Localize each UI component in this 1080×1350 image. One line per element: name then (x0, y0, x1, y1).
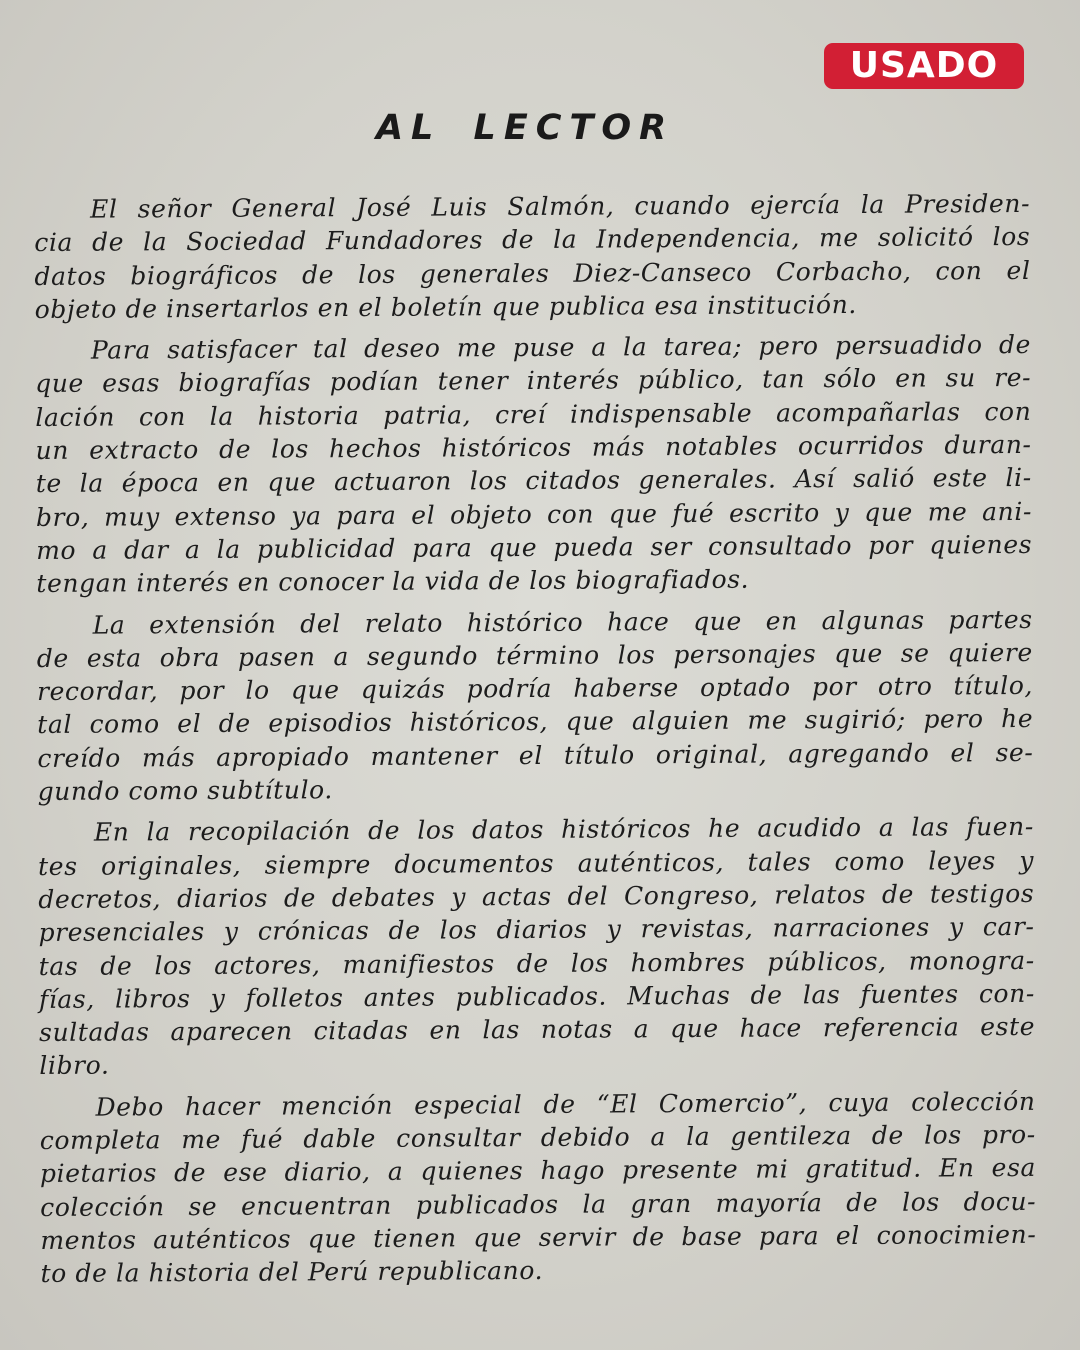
text-line: tengan interés en conocer la vida de los biografiados. (36, 564, 750, 599)
paragraph (39, 1085, 1036, 1291)
paragraph (37, 602, 1034, 808)
text-line: mo a dar a la publicidad para que pueda ser consultado por quienes (36, 529, 1033, 565)
text-line: que esas biografías podían tener interés público, tan sólo en su re- (35, 363, 1032, 399)
text-line: tas de los actores, manifiestos de los hombres públicos, monogra- (38, 945, 1035, 981)
text-line: te la época en que actuaron los citados generales. Así salió este li- (35, 463, 1032, 499)
text-line: colección se encuentran publicados la gran mayoría de los docu- (40, 1186, 1037, 1222)
text-line: to de la historia del Perú republicano. (40, 1256, 544, 1289)
text-line: recordar, por lo que quizás podría haberse optado por otro título, (36, 671, 1034, 707)
text-line: gundo como subtítulo. (37, 775, 333, 807)
page-title: AL LECTOR (375, 108, 675, 148)
text-line: mentos auténticos que tienen que servir de base para el conocimien- (40, 1219, 1037, 1255)
text-line: presenciales y crónicas de los diarios y revistas, narraciones y car- (38, 912, 1035, 948)
text-line: bro, muy extenso ya para el objeto con que fué escrito y que me ani- (35, 496, 1033, 532)
text-line: pietarios de ese diario, a quienes hago presente mi gratitud. En esa (39, 1153, 1037, 1189)
text-line: decretos, diarios de debates y actas del Congreso, relatos de testigos (38, 878, 1035, 914)
text-line: En la recopilación de los datos históricos he acudido a las fuen- (93, 812, 1034, 847)
text-line: sultadas aparecen citadas en las notas a que hace referencia este (39, 1012, 1036, 1048)
body-text (34, 187, 1037, 1291)
paragraph (38, 810, 1036, 1082)
text-line: de esta obra pasen a segundo término los personajes que se quiere (36, 637, 1033, 673)
text-line: creído más apropiado mantener el título original, agregando el se- (37, 737, 1034, 773)
text-line: Para satisfacer tal deseo me puse a la tarea; pero persuadido de (90, 330, 1032, 365)
paragraph (34, 187, 1031, 326)
text-line: objeto de insertarlos en el boletín que publica esa institución. (34, 289, 857, 324)
text-line: fías, libros y folletos antes publicados. Muchas de las fuentes con- (38, 978, 1035, 1014)
text-line: lación con la historia patria, creí indispensable acompañarlas con (35, 396, 1032, 432)
text-line: libro. (39, 1050, 110, 1081)
text-line: El señor General José Luis Salmón, cuando ejercía la Presiden- (90, 188, 1031, 224)
text-line: tal como el de episodios históricos, que alguien me sugirió; pero he (37, 704, 1034, 740)
text-line: cia de la Sociedad Fundadores de la Independencia, me solicitó los (34, 222, 1031, 258)
text-line: La extensión del relato histórico hace que en algunas partes (92, 604, 1033, 640)
text-line: Debo hacer mención especial de “El Comercio”, cuya colección (95, 1086, 1036, 1122)
text-line: datos biográficos de los generales Diez-Canseco Corbacho, con el (34, 255, 1031, 291)
paragraph (35, 328, 1033, 600)
text-line: tes originales, siempre documentos auténticos, tales como leyes y (38, 845, 1035, 881)
text-line: completa me fué dable consultar debido a la gentileza de los pro- (39, 1119, 1036, 1155)
text-line: un extracto de los hechos históricos más notables ocurridos duran- (35, 429, 1032, 466)
used-badge: USADO (824, 43, 1024, 89)
